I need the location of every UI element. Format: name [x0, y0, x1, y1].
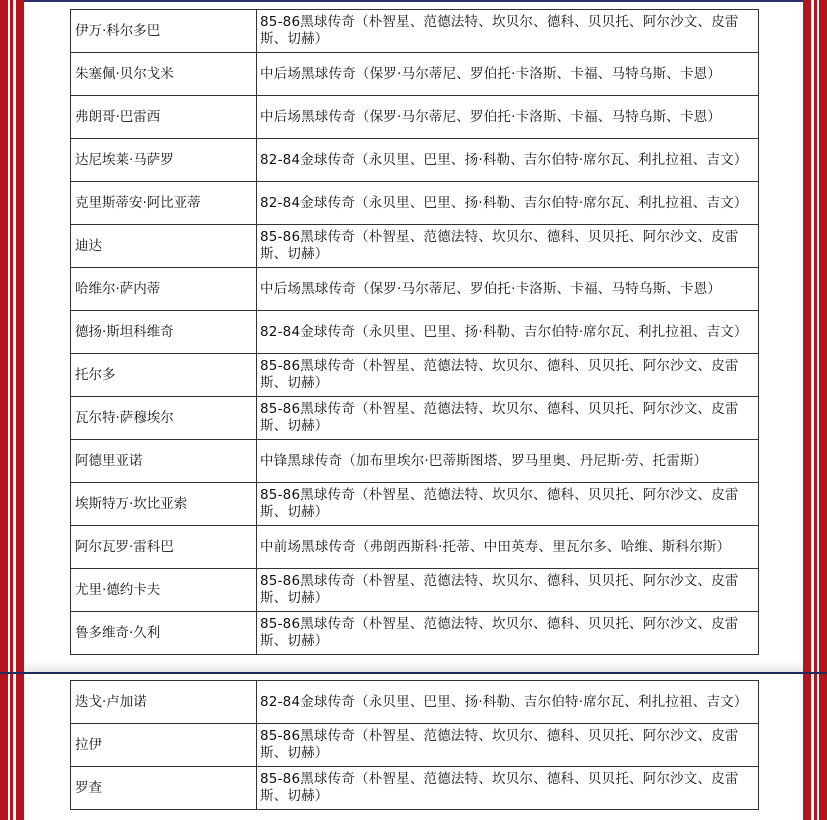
player-name-cell: 阿德里亚诺: [71, 440, 257, 483]
legend-pack-cell: 中前场黑球传奇（弗朗西斯科·托蒂、中田英寿、里瓦尔多、哈维、斯科尔斯）: [257, 526, 759, 569]
player-name-cell: 尤里·德约卡夫: [71, 569, 257, 612]
table-body: [71, 10, 759, 655]
player-name-cell: 阿尔瓦罗·雷科巴: [71, 526, 257, 569]
player-name-cell: 拉伊: [71, 724, 257, 767]
player-name-cell: 德扬·斯坦科维奇: [71, 311, 257, 354]
table-row: [71, 10, 759, 53]
legend-pack-cell: 85-86黑球传奇（朴智星、范德法特、坎贝尔、德科、贝贝托、阿尔沙文、皮雷斯、切赫）: [257, 612, 759, 655]
table-row: [71, 354, 759, 397]
table-row: [71, 612, 759, 655]
table-row: [71, 53, 759, 96]
player-name-cell: 弗朗哥·巴雷西: [71, 96, 257, 139]
table-row: [71, 724, 759, 767]
table-row: [71, 483, 759, 526]
legend-pack-cell: 85-86黑球传奇（朴智星、范德法特、坎贝尔、德科、贝贝托、阿尔沙文、皮雷斯、切赫）: [257, 225, 759, 268]
left-frame-border: [0, 0, 24, 820]
legend-pack-cell: 85-86黑球传奇（朴智星、范德法特、坎贝尔、德科、贝贝托、阿尔沙文、皮雷斯、切赫）: [257, 483, 759, 526]
player-legend-table-continued: [70, 680, 759, 810]
table-body: [71, 681, 759, 810]
legend-pack-cell: 中后场黑球传奇（保罗·马尔蒂尼、罗伯托·卡洛斯、卡福、马特乌斯、卡恩）: [257, 268, 759, 311]
top-border: [0, 0, 827, 2]
page-shadow: [24, 660, 803, 672]
legend-pack-cell: 中后场黑球传奇（保罗·马尔蒂尼、罗伯托·卡洛斯、卡福、马特乌斯、卡恩）: [257, 53, 759, 96]
player-name-cell: 瓦尔特·萨穆埃尔: [71, 397, 257, 440]
page-divider: [0, 672, 827, 674]
legend-pack-cell: 85-86黑球传奇（朴智星、范德法特、坎贝尔、德科、贝贝托、阿尔沙文、皮雷斯、切赫）: [257, 767, 759, 810]
player-name-cell: 伊万·科尔多巴: [71, 10, 257, 53]
player-name-cell: 克里斯蒂安·阿比亚蒂: [71, 182, 257, 225]
table-row: [71, 139, 759, 182]
legend-pack-cell: 85-86黑球传奇（朴智星、范德法特、坎贝尔、德科、贝贝托、阿尔沙文、皮雷斯、切赫）: [257, 354, 759, 397]
player-name-cell: 鲁多维奇·久利: [71, 612, 257, 655]
player-legend-table: [70, 9, 759, 655]
right-frame-border: [803, 0, 827, 820]
table-row: [71, 526, 759, 569]
table-row: [71, 681, 759, 724]
table-row: [71, 569, 759, 612]
player-name-cell: 埃斯特万·坎比亚索: [71, 483, 257, 526]
player-name-cell: 迪达: [71, 225, 257, 268]
table-row: [71, 311, 759, 354]
legend-pack-cell: 82-84金球传奇（永贝里、巴里、扬·科勒、吉尔伯特·席尔瓦、利扎拉祖、吉文）: [257, 182, 759, 225]
table-row: [71, 268, 759, 311]
player-name-cell: 迭戈·卢加诺: [71, 681, 257, 724]
table-row: [71, 397, 759, 440]
legend-pack-cell: 85-86黑球传奇（朴智星、范德法特、坎贝尔、德科、贝贝托、阿尔沙文、皮雷斯、切赫）: [257, 724, 759, 767]
legend-pack-cell: 85-86黑球传奇（朴智星、范德法特、坎贝尔、德科、贝贝托、阿尔沙文、皮雷斯、切赫）: [257, 10, 759, 53]
table-row: [71, 225, 759, 268]
table-row: [71, 767, 759, 810]
player-name-cell: 托尔多: [71, 354, 257, 397]
legend-pack-cell: 85-86黑球传奇（朴智星、范德法特、坎贝尔、德科、贝贝托、阿尔沙文、皮雷斯、切赫）: [257, 397, 759, 440]
table-row: [71, 440, 759, 483]
legend-pack-cell: 中锋黑球传奇（加布里埃尔·巴蒂斯图塔、罗马里奥、丹尼斯·劳、托雷斯）: [257, 440, 759, 483]
player-name-cell: 达尼埃莱·马萨罗: [71, 139, 257, 182]
legend-pack-cell: 82-84金球传奇（永贝里、巴里、扬·科勒、吉尔伯特·席尔瓦、利扎拉祖、吉文）: [257, 139, 759, 182]
legend-pack-cell: 82-84金球传奇（永贝里、巴里、扬·科勒、吉尔伯特·席尔瓦、利扎拉祖、吉文）: [257, 681, 759, 724]
player-name-cell: 哈维尔·萨内蒂: [71, 268, 257, 311]
legend-pack-cell: 中后场黑球传奇（保罗·马尔蒂尼、罗伯托·卡洛斯、卡福、马特乌斯、卡恩）: [257, 96, 759, 139]
player-name-cell: 朱塞佩·贝尔戈米: [71, 53, 257, 96]
player-name-cell: 罗查: [71, 767, 257, 810]
legend-pack-cell: 82-84金球传奇（永贝里、巴里、扬·科勒、吉尔伯特·席尔瓦、利扎拉祖、吉文）: [257, 311, 759, 354]
table-row: [71, 96, 759, 139]
table-row: [71, 182, 759, 225]
legend-pack-cell: 85-86黑球传奇（朴智星、范德法特、坎贝尔、德科、贝贝托、阿尔沙文、皮雷斯、切赫）: [257, 569, 759, 612]
